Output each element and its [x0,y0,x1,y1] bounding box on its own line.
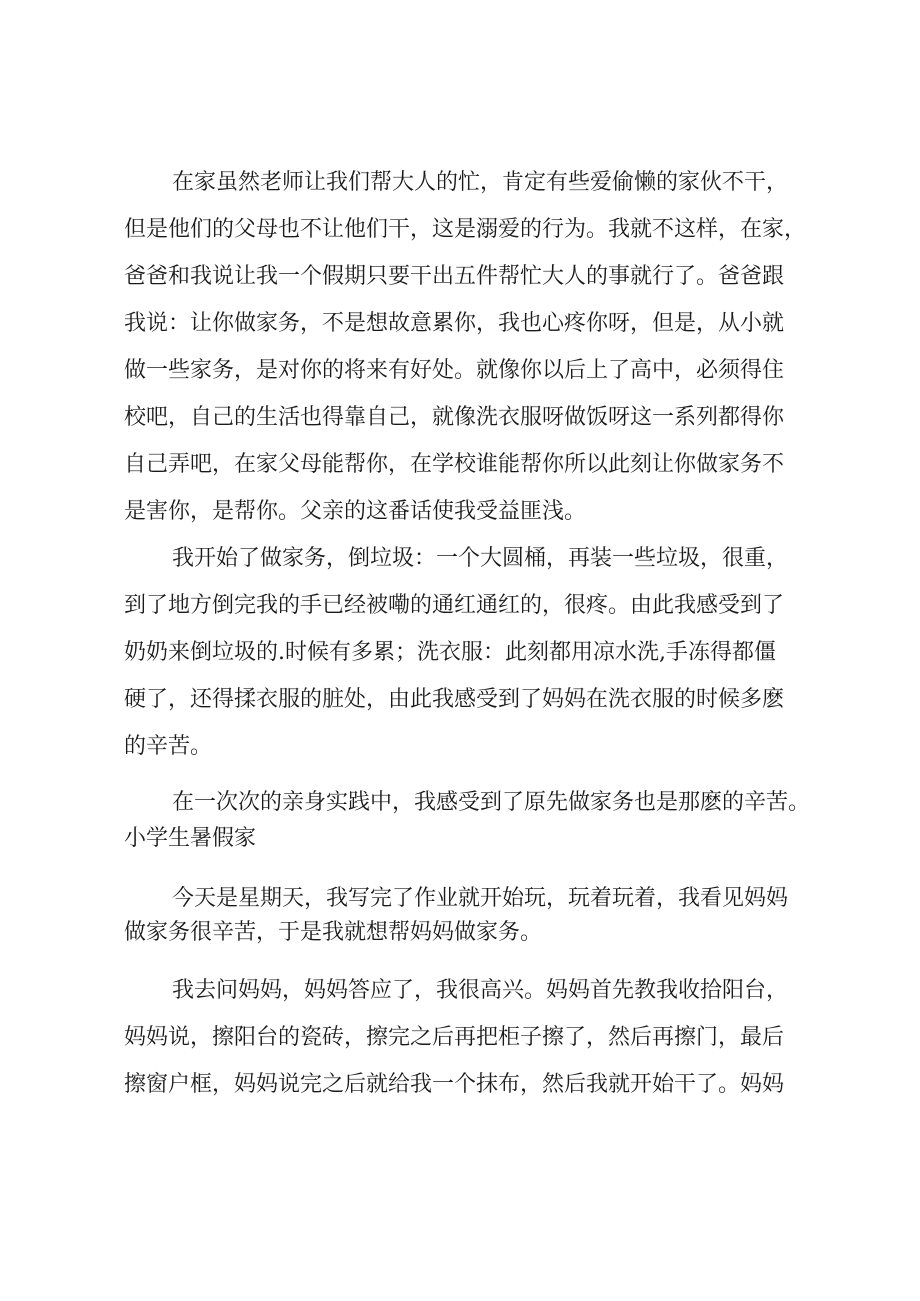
text-line: 到了地方倒完我的手已经被嘞的通红通红的，很疼。由此我感受到了 [124,593,785,618]
text-line: 的辛苦。 [124,734,213,759]
text-line: 做家务很辛苦，于是我就想帮妈妈做家务。 [124,920,543,945]
text-line: 妈妈说，擦阳台的瓷砖，擦完之后再把柜子擦了，然后再擦门，最后 [124,1025,785,1050]
section-heading: 小学生暑假家 [124,826,257,851]
text-line: 擦窗户框，妈妈说完之后就给我一个抹布，然后我就开始干了。妈妈 [124,1072,785,1097]
text-line: 但是他们的父母也不让他们干，这是溺爱的行为。我就不这样，在家， [124,217,807,242]
text-line: 我说：让你做家务，不是想故意累你，我也心疼你呀，但是，从小就 [124,311,785,336]
text-line: 在家虽然老师让我们帮大人的忙，肯定有些爱偷懒的家伙不干， [172,170,789,195]
text-line: 校吧，自己的生活也得靠自己，就像洗衣服呀做饭呀这一系列都得你 [124,405,785,430]
text-line: 我去问妈妈，妈妈答应了，我很高兴。妈妈首先教我收拾阳台， [172,978,789,1003]
text-line: 是害你，是帮你。父亲的这番话使我受益匪浅。 [124,499,587,524]
text-line: 我开始了做家务，倒垃圾：一个大圆桶，再装一些垃圾，很重， [172,546,789,571]
text-line: 爸爸和我说让我一个假期只要干出五件帮忙大人的事就行了。爸爸跟 [124,264,785,289]
text-line: 奶奶来倒垃圾的.时候有多累；洗衣服：此刻都用凉水洗,手冻得都僵 [124,640,776,665]
text-line: 今天是星期天，我写完了作业就开始玩，玩着玩着，我看见妈妈 [172,886,789,911]
text-line: 在一次次的亲身实践中，我感受到了原先做家务也是那麽的辛苦。 [172,790,811,815]
text-line: 做一些家务，是对你的将来有好处。就像你以后上了高中，必须得住 [124,358,785,383]
text-line: 硬了，还得揉衣服的脏处，由此我感受到了妈妈在洗衣服的时候多麽 [124,687,785,712]
text-line: 自己弄吧，在家父母能帮你，在学校谁能帮你所以此刻让你做家务不 [124,452,785,477]
